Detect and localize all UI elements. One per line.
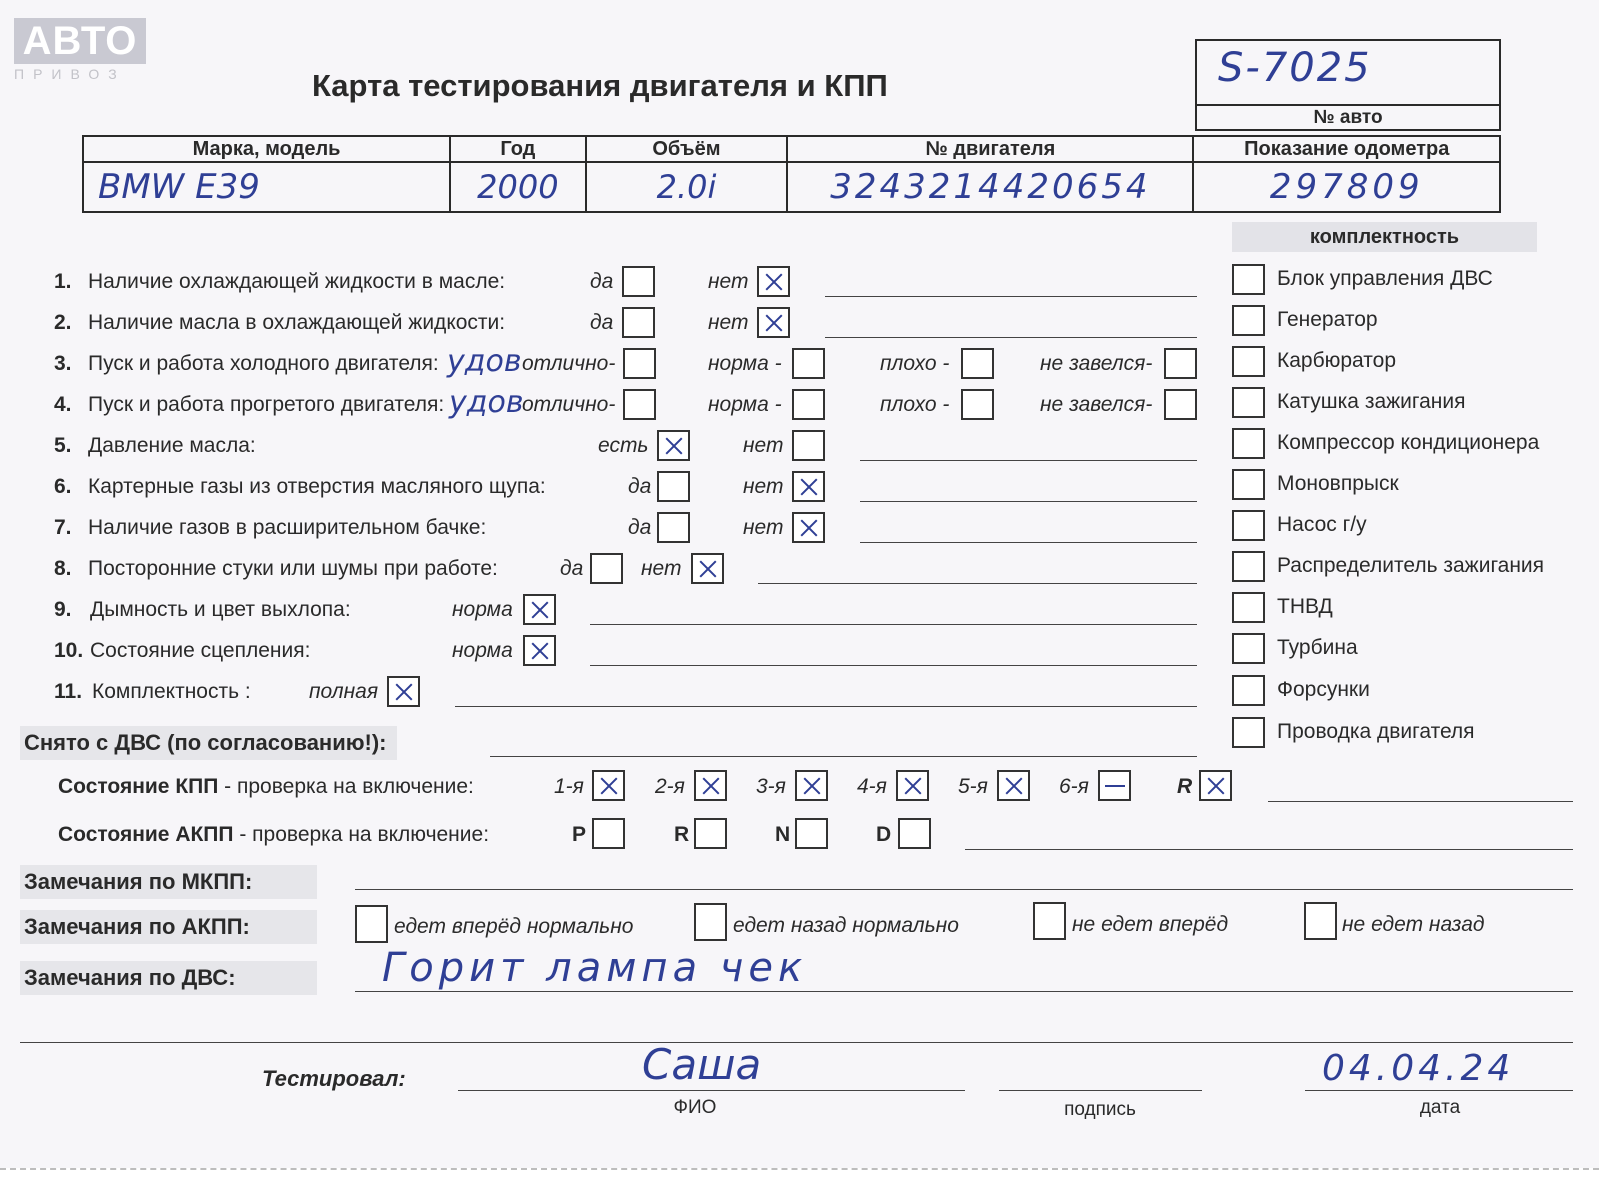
akpp-row [0,818,1599,854]
gear-6-label: 6-я [1059,775,1089,798]
option-yes-checkbox[interactable] [590,553,623,584]
option-bad-checkbox[interactable] [961,389,994,420]
kit-label: Форсунки [1277,678,1370,701]
option-normal-checkbox[interactable] [792,389,825,420]
option-no-label: нет [743,475,784,498]
gear-2-checkbox[interactable] [694,770,727,801]
kit-checkbox[interactable] [1232,346,1265,377]
option-not-started-label: не завелся- [1040,393,1153,416]
odometer-value[interactable]: 297809 [1193,162,1500,212]
col-odometer: Показание одометра [1193,136,1500,162]
option-no-checkbox[interactable] [757,266,790,297]
col-year: Год [450,136,585,162]
caption-signature: подпись [1064,1099,1136,1120]
handwritten-note: удов [449,385,524,420]
col-engine-number: № двигателя [787,136,1193,162]
date-line[interactable] [1305,1090,1573,1091]
akpp-backward-ok-checkbox[interactable] [694,903,727,941]
item-label: Наличие масла в охлаждающей жидкости: [88,311,506,334]
option-excellent-label: отлично- [522,352,616,375]
option-yes-checkbox[interactable] [657,512,690,543]
dvs-remarks-line-2[interactable] [20,1042,1573,1043]
kit-title: комплектность [1232,222,1537,252]
option-yes-checkbox[interactable] [622,307,655,338]
logo-subtitle: ПРИВОЗ [14,66,126,82]
option-no-checkbox[interactable] [757,307,790,338]
option-excellent-label: отлично- [522,393,616,416]
option-present-checkbox[interactable] [657,430,690,461]
mode-p-checkbox[interactable] [592,818,625,849]
auto-number-label: № авто [1197,104,1499,129]
col-make-model: Марка, модель [83,136,450,162]
akpp-remarks-label: Замечания по АКПП: [20,910,317,944]
kit-checkbox[interactable] [1232,717,1265,748]
mode-r-label: R [674,823,690,846]
dvs-remarks-line[interactable] [355,991,1573,992]
item-label: Комплектность : [92,680,251,703]
option-no-label: нет [743,516,784,539]
akpp-label: Состояние АКПП - проверка на включение: [58,823,490,846]
kit-checkbox[interactable] [1232,510,1265,541]
item-number: 11. [54,680,83,703]
kpp-row [0,770,1599,806]
item-number: 4. [54,393,72,416]
option-yes-label: да [590,270,614,293]
option-full-checkbox[interactable] [387,676,420,707]
option-no-label: нет [641,557,682,580]
removed-line[interactable] [490,756,1197,757]
item-number: 3. [54,352,72,375]
option-yes-checkbox[interactable] [657,471,690,502]
item-number: 5. [54,434,72,457]
kit-checkbox[interactable] [1232,592,1265,623]
gear-1-checkbox[interactable] [592,770,625,801]
item-label: Картерные газы из отверстия масляного щупа: [88,475,546,498]
caption-date: дата [1419,1097,1461,1118]
option-present-label: есть [598,434,649,457]
option-not-started-checkbox[interactable] [1164,389,1197,420]
gear-reverse-label: R [1177,775,1193,798]
year-value[interactable]: 2000 [450,162,585,212]
option-not-started-label: не завелся- [1040,352,1153,375]
torn-edge [0,1168,1599,1202]
kit-checkbox[interactable] [1232,387,1265,418]
mode-d-checkbox[interactable] [898,818,931,849]
option-normal-label: норма - [708,393,782,416]
col-volume: Объём [586,136,788,162]
kit-label: Распределитель зажигания [1277,554,1545,577]
kit-label: Катушка зажигания [1277,390,1466,413]
akpp-no-forward-checkbox[interactable] [1033,902,1066,940]
akpp-no-backward-checkbox[interactable] [1304,902,1337,940]
auto-number-value: S-7025 [1218,45,1372,91]
engine-number-value[interactable]: 3243214420654 [787,162,1193,212]
item-number: 1. [54,270,72,293]
item-label: Состояние сцепления: [90,639,311,662]
akpp-no-backward-label: не едет назад [1342,913,1485,936]
kit-checkbox[interactable] [1232,305,1265,336]
item-label: Посторонние стуки или шумы при работе: [88,557,498,580]
item-label: Давление масла: [88,434,256,457]
gear-4-label: 4-я [857,775,887,798]
mode-n-label: N [775,823,791,846]
handwritten-note: удов [447,344,522,379]
option-normal-label: норма - [708,352,782,375]
option-bad-label: плохо - [880,393,950,416]
tester-name-line[interactable] [458,1090,965,1091]
option-bad-label: плохо - [880,352,950,375]
caption-fio: ФИО [673,1097,717,1118]
item-label: Пуск и работа холодного двигателя: [88,352,439,375]
option-yes-label: да [628,516,652,539]
gear-1-label: 1-я [554,775,584,798]
gear-3-label: 3-я [756,775,786,798]
dvs-remarks-value[interactable]: Горит лампа чек [382,945,808,991]
option-excellent-checkbox[interactable] [623,389,656,420]
kpp-comment-line[interactable] [1268,801,1573,802]
option-normal-label: норма [452,598,513,621]
item-number: 10. [54,639,84,662]
akpp-forward-ok-label: едет вперёд нормально [394,915,634,938]
volume-value[interactable]: 2.0i [586,162,788,212]
item-10 [0,635,1599,671]
kit-label: Генератор [1277,308,1378,331]
item-number: 7. [54,516,72,539]
item-comment-line[interactable] [825,337,1197,338]
removed-label: Снято с ДВС (по согласованию!): [20,726,397,760]
option-normal-checkbox[interactable] [523,635,556,666]
gear-5-label: 5-я [958,775,988,798]
akpp-backward-ok-label: едет назад нормально [733,914,959,937]
mode-p-label: P [572,823,587,846]
tester-name-value[interactable]: Саша [642,1040,762,1089]
item-number: 2. [54,311,72,334]
gear-4-checkbox[interactable] [896,770,929,801]
kit-label: Проводка двигателя [1277,720,1475,743]
kpp-label: Состояние КПП - проверка на включение: [58,775,474,798]
item-comment-line[interactable] [860,460,1197,461]
kit-checkbox[interactable] [1232,264,1265,295]
item-number: 6. [54,475,72,498]
kit-label: Карбюратор [1277,349,1397,372]
kit-label: Компрессор кондиционера [1277,431,1540,454]
item-label: Дымность и цвет выхлопа: [90,598,351,621]
item-comment-line[interactable] [860,501,1197,502]
mkpp-remarks-label: Замечания по МКПП: [20,865,317,899]
option-no-checkbox[interactable] [792,512,825,543]
option-no-label: нет [708,311,749,334]
kit-label: ТНВД [1277,595,1333,618]
option-normal-label: норма [452,639,513,662]
kit-checkbox[interactable] [1232,633,1265,664]
option-full-label: полная [309,680,379,703]
gear-6-checkbox[interactable] [1098,770,1131,801]
akpp-forward-ok-checkbox[interactable] [355,905,388,943]
gear-2-label: 2-я [655,775,685,798]
dvs-remarks-label: Замечания по ДВС: [20,961,317,995]
tested-label: Тестировал: [262,1066,406,1091]
option-not-started-checkbox[interactable] [1164,348,1197,379]
kit-label: Моновпрыск [1277,472,1399,495]
make-model-value[interactable]: BMW E39 [83,162,450,212]
kit-checkbox[interactable] [1232,675,1265,706]
item-number: 9. [54,598,72,621]
gear-5-checkbox[interactable] [997,770,1030,801]
option-no-checkbox[interactable] [792,471,825,502]
kit-checkbox[interactable] [1232,551,1265,582]
gear-3-checkbox[interactable] [795,770,828,801]
kit-label: Блок управления ДВС [1277,267,1493,290]
option-yes-label: да [628,475,652,498]
option-absent-checkbox[interactable] [792,430,825,461]
option-normal-checkbox[interactable] [523,594,556,625]
logo: АВТО [14,18,146,64]
mode-n-checkbox[interactable] [795,818,828,849]
item-label: Пуск и работа прогретого двигателя: [88,393,445,416]
akpp-no-forward-label: не едет вперёд [1072,913,1229,936]
mode-d-label: D [876,823,892,846]
gear-reverse-checkbox[interactable] [1199,770,1232,801]
mkpp-remarks-line[interactable] [355,889,1573,890]
kit-label: Турбина [1277,636,1358,659]
item-comment-line[interactable] [590,665,1197,666]
option-yes-checkbox[interactable] [622,266,655,297]
item-label: Наличие газов в расширительном бачке: [88,516,487,539]
kit-label: Насос г/у [1277,513,1367,536]
item-9 [0,594,1599,630]
akpp-comment-line[interactable] [965,849,1573,850]
item-comment-line[interactable] [590,624,1197,625]
signature-line[interactable] [999,1090,1202,1091]
option-yes-label: да [560,557,584,580]
vehicle-header-table [82,135,1501,213]
option-excellent-checkbox[interactable] [623,348,656,379]
mode-r-checkbox[interactable] [694,818,727,849]
item-comment-line[interactable] [758,583,1197,584]
item-comment-line[interactable] [455,706,1197,707]
kit-checkbox[interactable] [1232,469,1265,500]
option-bad-checkbox[interactable] [961,348,994,379]
option-no-checkbox[interactable] [691,553,724,584]
option-yes-label: да [590,311,614,334]
option-no-label: нет [708,270,749,293]
item-number: 8. [54,557,72,580]
item-label: Наличие охлаждающей жидкости в масле: [88,270,506,293]
item-comment-line[interactable] [860,542,1197,543]
option-normal-checkbox[interactable] [792,348,825,379]
option-absent-label: нет [743,434,784,457]
page-title: Карта тестирования двигателя и КПП [312,68,888,103]
date-value[interactable]: 04.04.24 [1322,1048,1515,1089]
kit-checkbox[interactable] [1232,428,1265,459]
item-comment-line[interactable] [825,296,1197,297]
